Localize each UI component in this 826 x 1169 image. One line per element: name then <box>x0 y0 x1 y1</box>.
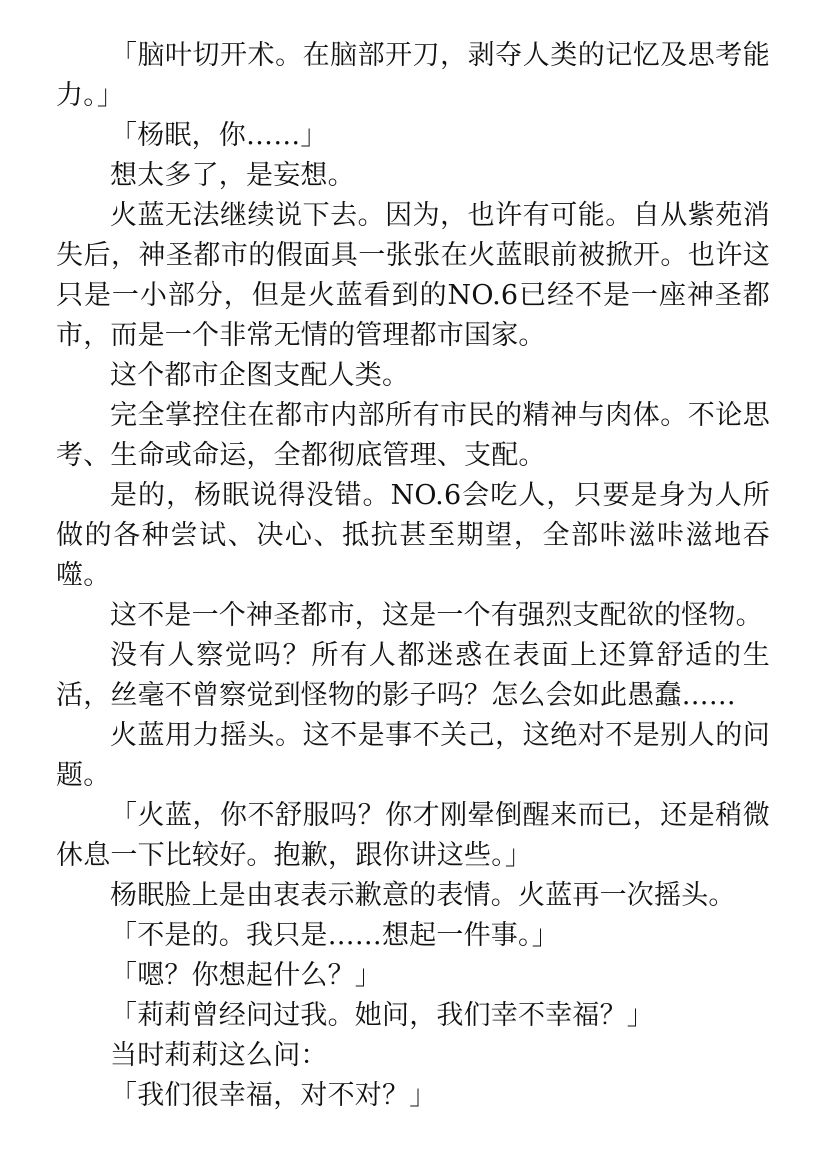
paragraph: 当时莉莉这么问： <box>110 1040 328 1071</box>
paragraph: 是的，杨眠说得没错。NO.6会吃人，只要是身为人所做的各种尝试、决心、抵抗甚至期望，全部咔滋咔滋地吞噬。 <box>56 480 770 591</box>
paragraph: 「杨眠，你……」 <box>110 120 328 151</box>
paragraph: 想太多了，是妄想。 <box>110 160 355 191</box>
paragraph: 完全掌控住在都市内部所有市民的精神与肉体。不论思考、生命或命运，全都彻底管理、支配。 <box>56 400 770 471</box>
paragraph: 火蓝无法继续说下去。因为，也许有可能。自从紫苑消失后，神圣都市的假面具一张张在火蓝眼前被掀开。也许这只是一小部分，但是火蓝看到的NO.6已经不是一座神圣都市，而是一个非常无情的管理都市国家。 <box>56 200 770 351</box>
paragraph: 「我们很幸福，对不对？」 <box>110 1080 437 1111</box>
paragraph: 杨眠脸上是由衷表示歉意的表情。火蓝再一次摇头。 <box>110 880 736 911</box>
paragraph: 这个都市企图支配人类。 <box>110 360 410 391</box>
paragraph: 这不是一个神圣都市，这是一个有强烈支配欲的怪物。 <box>110 600 763 631</box>
paragraph: 「脑叶切开术。在脑部开刀，剥夺人类的记忆及思考能力。」 <box>56 40 770 111</box>
paragraph: 火蓝用力摇头。这不是事不关己，这绝对不是别人的问题。 <box>56 720 770 791</box>
paragraph: 「嗯？你想起什么？」 <box>110 960 382 991</box>
paragraph: 没有人察觉吗？所有人都迷惑在表面上还算舒适的生活，丝毫不曾察觉到怪物的影子吗？怎么会如此愚蠢…… <box>56 640 770 711</box>
paragraph: 「不是的。我只是……想起一件事。」 <box>110 920 559 951</box>
paragraph: 「火蓝，你不舒服吗？你才刚晕倒醒来而已，还是稍微休息一下比较好。抱歉，跟你讲这些。」 <box>56 800 770 871</box>
body-text <box>56 36 770 1116</box>
paragraph: 「莉莉曾经问过我。她问，我们幸不幸福？」 <box>110 1000 654 1031</box>
